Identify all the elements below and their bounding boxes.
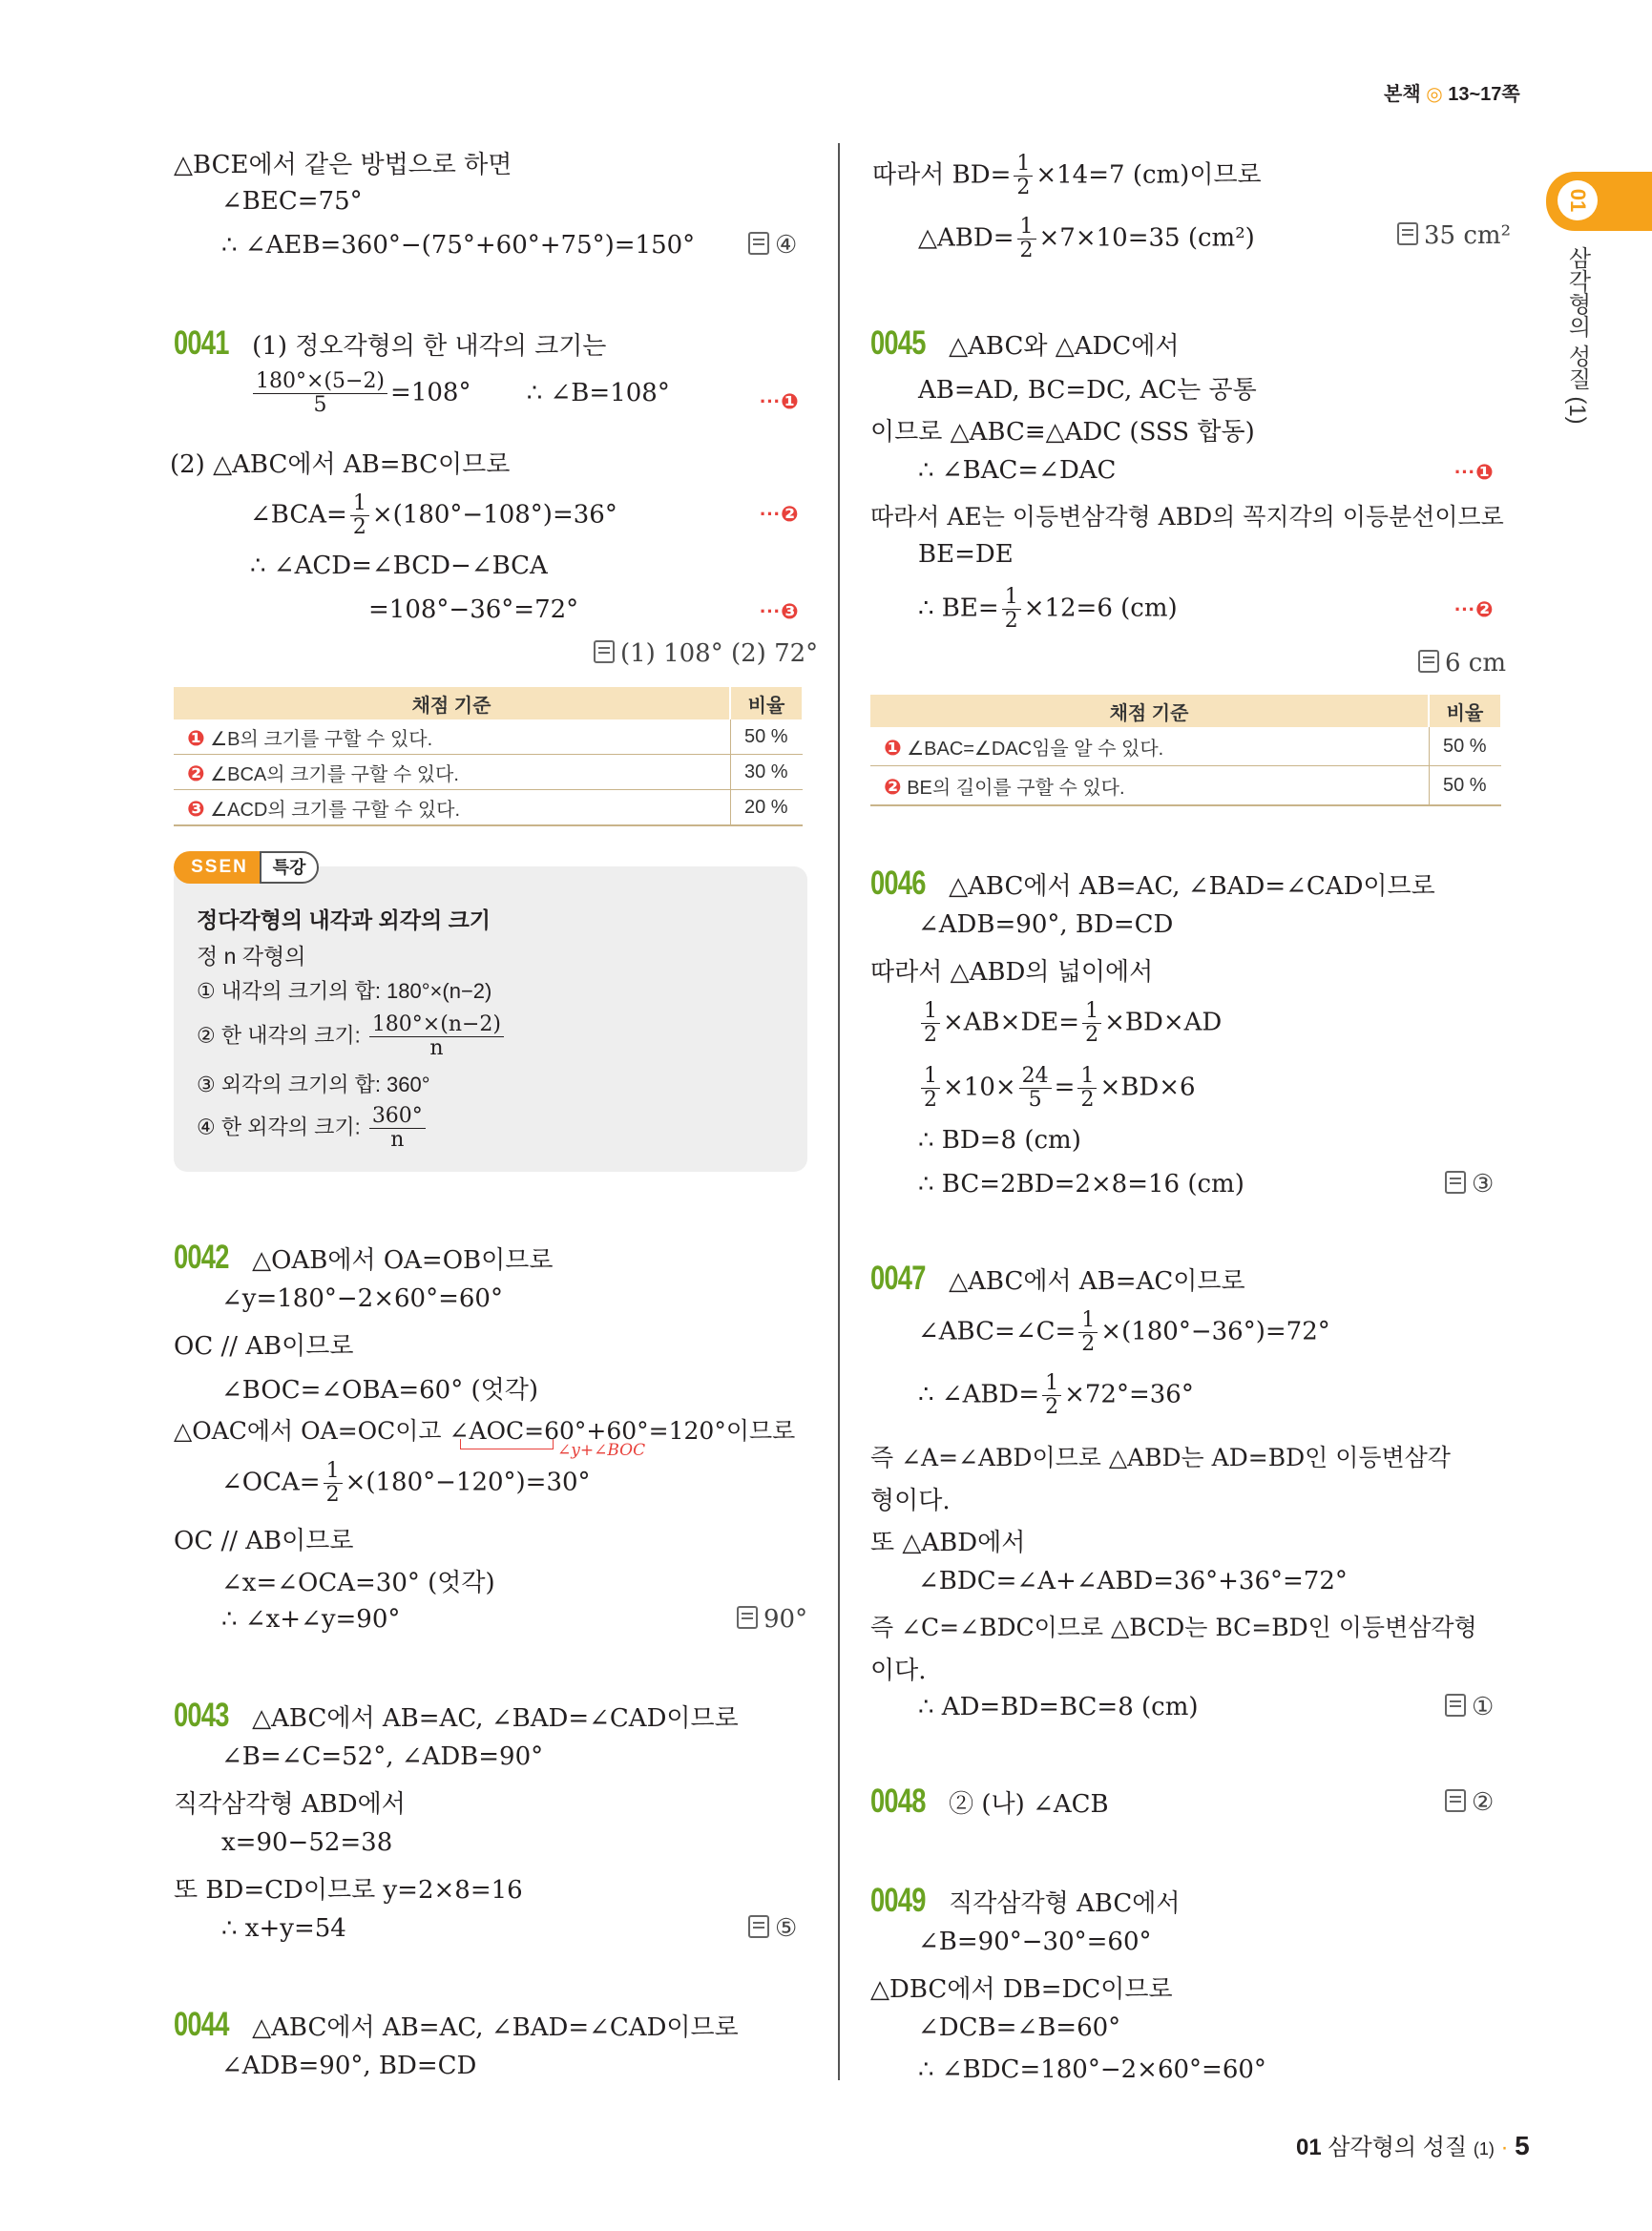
fraction: $\frac{1}{2}$ xyxy=(1078,1309,1098,1356)
0045-line-5: 따라서 AE는 이등변삼각형 ABD의 꼭지각의 이등분선이므로 xyxy=(870,503,1504,531)
table-row: ❸ ∠ACD의 크기를 구할 수 있다. 20 % xyxy=(174,790,803,826)
problem-0048: 0048 ② (나) ∠ACB xyxy=(870,1783,1109,1820)
answer-0041: (1) 108° (2) 72° xyxy=(594,639,818,668)
0044-line-2: ∠ADB=90°, BD=CD xyxy=(221,2052,477,2080)
0042-line-6: ∠OCA= $\frac{1}{2}$ ×(180°−120°)=30° xyxy=(221,1459,591,1508)
fraction: $\frac{1}{2}$ xyxy=(1077,1065,1097,1112)
0046-line-2: ∠ADB=90°, BD=CD xyxy=(918,910,1174,939)
answer-0047: ① xyxy=(1445,1693,1494,1721)
fraction: $\frac{1}{2}$ xyxy=(921,1000,940,1047)
fraction: $\frac{1}{2}$ xyxy=(1002,586,1021,633)
step-marker-1: ···❶ xyxy=(760,389,799,413)
answer-0046: ③ xyxy=(1445,1170,1494,1199)
answer-icon xyxy=(748,1915,769,1938)
problem-number: 0042 xyxy=(174,1239,229,1276)
ssen-item-1: ① 내각의 크기의 합: 180°×(n−2) xyxy=(197,979,492,1003)
0045-line-2: AB=AD, BC=DC, AC는 공통 xyxy=(918,376,1257,405)
step-marker-3: ···❸ xyxy=(760,599,799,623)
page-footer xyxy=(1296,2128,1530,2161)
0047-line-9: 이다. xyxy=(870,1657,927,1685)
note-bracket xyxy=(460,1439,554,1449)
footer-dot: · xyxy=(1500,2135,1509,2160)
grade-header-ratio: 비율 xyxy=(730,687,803,719)
table-row: ❷ ∠BCA의 크기를 구할 수 있다. 30 % xyxy=(174,755,803,790)
answer-icon xyxy=(737,1606,758,1629)
0043-line-4: x=90−52=38 xyxy=(221,1828,393,1857)
answer-icon xyxy=(594,640,615,663)
answer-top: 35 cm² xyxy=(1397,221,1511,250)
table-row: ❶ ∠BAC=∠DAC임을 알 수 있다. 50 % xyxy=(870,727,1501,766)
0041-line-5: ∴ ∠ACD=∠BCD−∠BCA xyxy=(250,552,548,580)
answer-0045: 6 cm xyxy=(1418,649,1506,678)
answer-0043: ⑤ xyxy=(748,1914,797,1943)
fraction: $\frac{1}{2}$ xyxy=(1017,216,1036,262)
problem-number: 0043 xyxy=(174,1697,229,1734)
footer-chapter: 01 xyxy=(1296,2135,1322,2160)
0049-line-3: △DBC에서 DB=DC이므로 xyxy=(870,1975,1173,2004)
chapter-side-title: 삼각형의 성질 (1) xyxy=(1564,246,1590,425)
problem-line: (1) 정오각형의 한 내각의 크기는 xyxy=(252,332,607,361)
problem-0041 xyxy=(174,324,606,363)
0047-line-3: ∴ ∠ABD= $\frac{1}{2}$ ×72°=36° xyxy=(918,1371,1194,1420)
grade-header-criteria: 채점 기준 xyxy=(870,695,1429,727)
0043-line-5: 또 BD=CD이므로 y=2×8=16 xyxy=(174,1876,523,1905)
0041-line-4: ∠BCA= $\frac{1}{2}$ ×(180°−108°)=36° xyxy=(250,491,617,540)
0041-line-3: (2) △ABC에서 AB=BC이므로 xyxy=(170,450,511,479)
0047-line-7: ∠BDC=∠A+∠ABD=36°+36°=72° xyxy=(918,1567,1348,1595)
0047-line-8: 즉 ∠C=∠BDC이므로 △BCD는 BC=BD인 이등변삼각형 xyxy=(870,1614,1477,1641)
ssen-badge: SSEN 특강 xyxy=(174,851,319,886)
problem-0047: 0047 △ABC에서 AB=AC이므로 xyxy=(870,1260,1245,1297)
footer-part: (1) xyxy=(1473,2139,1495,2158)
0043-line-3: 직각삼각형 ABD에서 xyxy=(174,1790,406,1819)
answer-intro: ④ xyxy=(748,231,797,260)
chapter-tab xyxy=(1546,172,1652,231)
0042-line-8: ∠x=∠OCA=30° (엇각) xyxy=(221,1569,495,1597)
0042-line-4: ∠BOC=∠OBA=60° (엇각) xyxy=(221,1376,539,1405)
top-line-1: 따라서 BD= $\frac{1}{2}$ ×14=7 (cm)이므로 xyxy=(872,152,1262,200)
grade-header-ratio: 비율 xyxy=(1429,695,1501,727)
page-number: 5 xyxy=(1515,2131,1530,2160)
table-row: ❶ ∠B의 크기를 구할 수 있다. 50 % xyxy=(174,719,803,755)
answer-icon xyxy=(1445,1789,1466,1812)
0047-line-2: ∠ABC=∠C= $\frac{1}{2}$ ×(180°−36°)=72° xyxy=(918,1308,1330,1357)
0041-line-2: $\frac{180^\circ\times(5-2)}{5}$ =108° ∴ ∠B=108° xyxy=(250,370,670,417)
fraction: $\frac{1}{2}$ xyxy=(350,492,369,539)
0042-note: ∠y+∠BOC xyxy=(557,1441,646,1460)
0041-line-6: =108°−36°=72° xyxy=(368,595,579,624)
0049-line-4: ∠DCB=∠B=60° xyxy=(918,2013,1121,2042)
0042-line-9: ∴ ∠x+∠y=90° xyxy=(221,1605,401,1634)
problem-0042: 0042 △OAB에서 OA=OB이므로 xyxy=(174,1239,554,1276)
0042-line-5: △OAC에서 OA=OC이고 ∠AOC=60°+60°=120°이므로 xyxy=(174,1417,796,1445)
0049-line-2: ∠B=90°−30°=60° xyxy=(918,1928,1152,1956)
fraction: $\frac{1}{2}$ xyxy=(1014,153,1033,199)
ssen-item-2: ② 한 내각의 크기: $\frac{180^\circ\times(n-2)}{n}$ xyxy=(197,1013,507,1060)
0045-line-6: BE=DE xyxy=(918,540,1014,569)
0043-line-6: ∴ x+y=54 xyxy=(221,1914,346,1943)
book-label: 본책 xyxy=(1384,84,1421,105)
0047-line-5: 형이다. xyxy=(870,1487,951,1515)
0046-line-5: $\frac{1}{2}$ ×10× $\frac{24}{5}$ = $\frac{1}{2}$ ×BD×6 xyxy=(918,1065,1196,1112)
fraction: $\frac{1}{2}$ xyxy=(324,1460,343,1507)
fraction: $\frac{1}{2}$ xyxy=(1082,1000,1101,1047)
ssen-item-4: ④ 한 외각의 크기: $\frac{360^\circ}{n}$ xyxy=(197,1105,429,1152)
0046-line-3: 따라서 △ABD의 넓이에서 xyxy=(870,958,1154,987)
fraction: $\frac{1}{2}$ xyxy=(921,1065,940,1112)
problem-number: 0047 xyxy=(870,1260,926,1297)
fraction: $\frac{180^\circ\times(5-2)}{5}$ xyxy=(253,370,387,417)
0047-line-10: ∴ AD=BD=BC=8 (cm) xyxy=(918,1693,1199,1721)
problem-number: 0044 xyxy=(174,2006,229,2043)
page-range: 13~17쪽 xyxy=(1448,84,1520,105)
intro-line-1: △BCE에서 같은 방법으로 하면 xyxy=(174,151,512,179)
answer-0042: 90° xyxy=(737,1605,807,1634)
problem-number: 0048 xyxy=(870,1783,926,1820)
fraction: $\frac{180^\circ\times(n-2)}{n}$ xyxy=(369,1013,504,1060)
fraction: $\frac{24}{5}$ xyxy=(1019,1065,1052,1112)
column-divider xyxy=(838,143,840,2080)
grading-table-0041 xyxy=(174,687,804,826)
footer-title: 삼각형의 성질 xyxy=(1328,2135,1468,2160)
fraction: $\frac{1}{2}$ xyxy=(1042,1372,1061,1419)
fraction: $\frac{360^\circ}{n}$ xyxy=(369,1105,426,1152)
problem-0045: 0045 △ABC와 △ADC에서 xyxy=(870,324,1180,362)
0045-line-3: 이므로 △ABC≡△ADC (SSS 합동) xyxy=(870,418,1255,447)
0047-line-4: 즉 ∠A=∠ABD이므로 △ABD는 AD=BD인 이등변삼각 xyxy=(870,1444,1451,1471)
answer-icon xyxy=(1418,650,1439,673)
step-marker-2: ···❷ xyxy=(760,502,799,526)
intro-line-3: ∴ ∠AEB=360°−(75°+60°+75°)=150° xyxy=(221,231,696,260)
step-marker-1: ···❶ xyxy=(1454,460,1494,484)
ssen-item-3: ③ 외각의 크기의 합: 360° xyxy=(197,1073,430,1096)
0046-line-4: $\frac{1}{2}$ ×AB×DE= $\frac{1}{2}$ ×BD×AD xyxy=(918,1000,1222,1047)
0046-line-7: ∴ BC=2BD=2×8=16 (cm) xyxy=(918,1170,1244,1199)
problem-0043: 0043 △ABC에서 AB=AC, ∠BAD=∠CAD이므로 xyxy=(174,1697,739,1734)
answer-icon xyxy=(1445,1171,1466,1194)
problem-number: 0045 xyxy=(870,324,926,362)
page-header xyxy=(1384,78,1520,106)
0042-line-2: ∠y=180°−2×60°=60° xyxy=(221,1284,503,1313)
0045-line-7: ∴ BE= $\frac{1}{2}$ ×12=6 (cm) xyxy=(918,585,1178,634)
problem-number: 0041 xyxy=(174,324,229,362)
problem-number: 0046 xyxy=(870,865,926,902)
grading-table-0045 xyxy=(870,695,1502,806)
table-row: ❷ BE의 길이를 구할 수 있다. 50 % xyxy=(870,766,1501,806)
answer-icon xyxy=(1397,222,1418,245)
answer-icon xyxy=(1445,1694,1466,1717)
circle-icon: ◎ xyxy=(1426,84,1443,105)
step-marker-2: ···❷ xyxy=(1454,597,1494,621)
0043-line-2: ∠B=∠C=52°, ∠ADB=90° xyxy=(221,1742,544,1771)
0046-line-6: ∴ BD=8 (cm) xyxy=(918,1126,1081,1155)
0042-line-7: OC // AB이므로 xyxy=(174,1527,354,1555)
0045-line-4: ∴ ∠BAC=∠DAC xyxy=(918,456,1117,485)
grade-header-criteria: 채점 기준 xyxy=(174,687,730,719)
ssen-sub: 정 n 각형의 xyxy=(197,944,306,969)
chapter-number: 01 xyxy=(1558,180,1598,220)
0047-line-6: 또 △ABD에서 xyxy=(870,1529,1026,1557)
problem-number: 0049 xyxy=(870,1882,926,1919)
answer-icon xyxy=(748,232,769,255)
problem-0046: 0046 △ABC에서 AB=AC, ∠BAD=∠CAD이므로 xyxy=(870,865,1435,902)
ssen-title: 정다각형의 내각과 외각의 크기 xyxy=(197,907,491,932)
problem-0049: 0049 직각삼각형 ABC에서 xyxy=(870,1882,1181,1919)
problem-0044: 0044 △ABC에서 AB=AC, ∠BAD=∠CAD이므로 xyxy=(174,2006,739,2043)
0049-line-5: ∴ ∠BDC=180°−2×60°=60° xyxy=(918,2055,1266,2084)
top-line-2: △ABD= $\frac{1}{2}$ ×7×10=35 (cm²) xyxy=(918,215,1255,263)
answer-0048: ② xyxy=(1445,1788,1494,1817)
intro-line-2: ∠BEC=75° xyxy=(221,187,363,216)
0042-line-3: OC // AB이므로 xyxy=(174,1332,354,1361)
